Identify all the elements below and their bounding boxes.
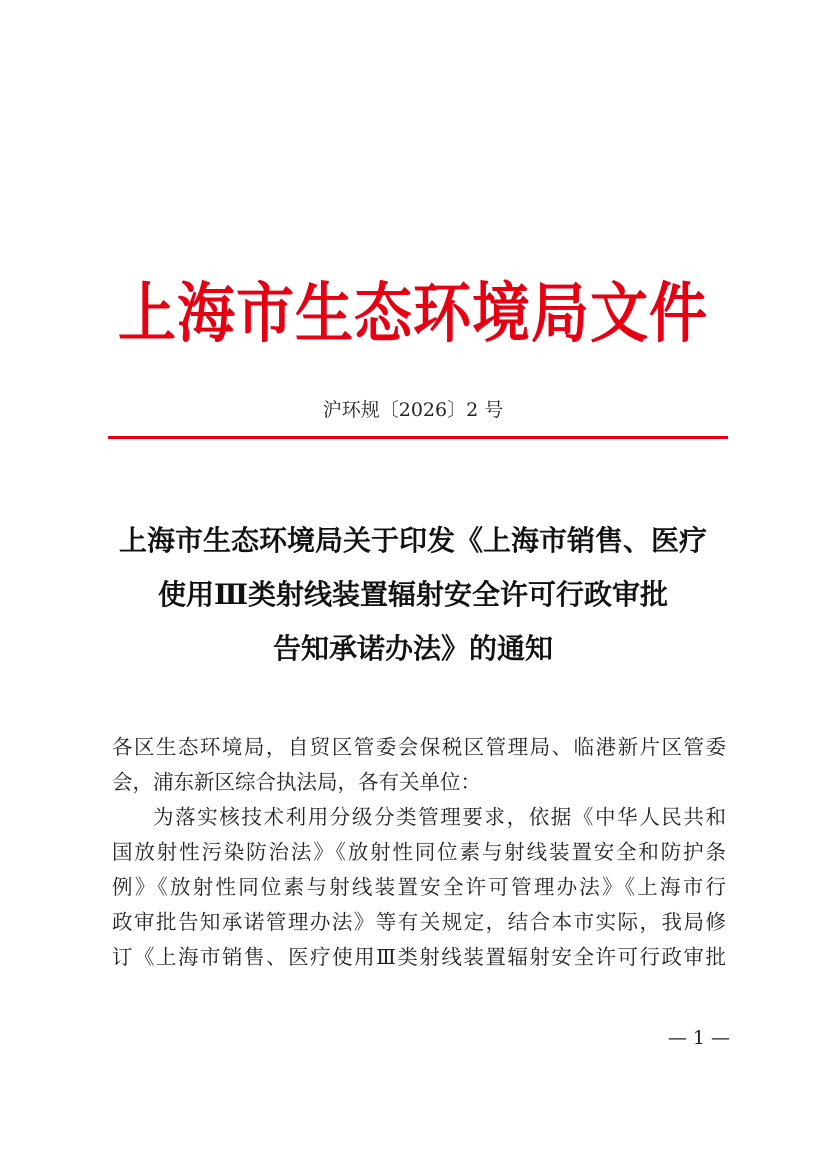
addressee-line: 各区生态环境局，自贸区管委会保税区管理局、临港新片区管委 [112, 735, 726, 759]
issuing-authority-header: 上海市生态环境局文件 [117, 274, 708, 352]
addressee-line: 会，浦东新区综合执法局，各有关单位： [112, 770, 481, 794]
body-text-line: 为落实核技术利用分级分类管理要求，依据《中华人民共和 [153, 805, 726, 829]
document-title-line: 使用Ⅲ类射线装置辐射安全许可行政审批 [157, 578, 669, 611]
body-text-line: 政审批告知承诺管理办法》等有关规定，结合本市实际，我局修 [112, 910, 726, 934]
body-text-line: 订《上海市销售、医疗使用Ⅲ类射线装置辐射安全许可行政审批 [112, 945, 726, 969]
document-body [112, 730, 726, 975]
page-number: — 1 — [667, 1027, 730, 1049]
document-title-line: 告知承诺办法》的通知 [272, 632, 553, 665]
body-text-line: 国放射性污染防治法》《放射性同位素与射线装置安全和防护条 [112, 840, 726, 864]
document-title-line: 上海市生态环境局关于印发《上海市销售、医疗 [118, 524, 707, 557]
body-text-line: 例》《放射性同位素与射线装置安全许可管理办法》《上海市行 [112, 875, 726, 899]
red-divider-line [108, 436, 728, 439]
document-number: 沪环规〔2026〕2 号 [322, 399, 504, 421]
document-title [80, 514, 746, 676]
